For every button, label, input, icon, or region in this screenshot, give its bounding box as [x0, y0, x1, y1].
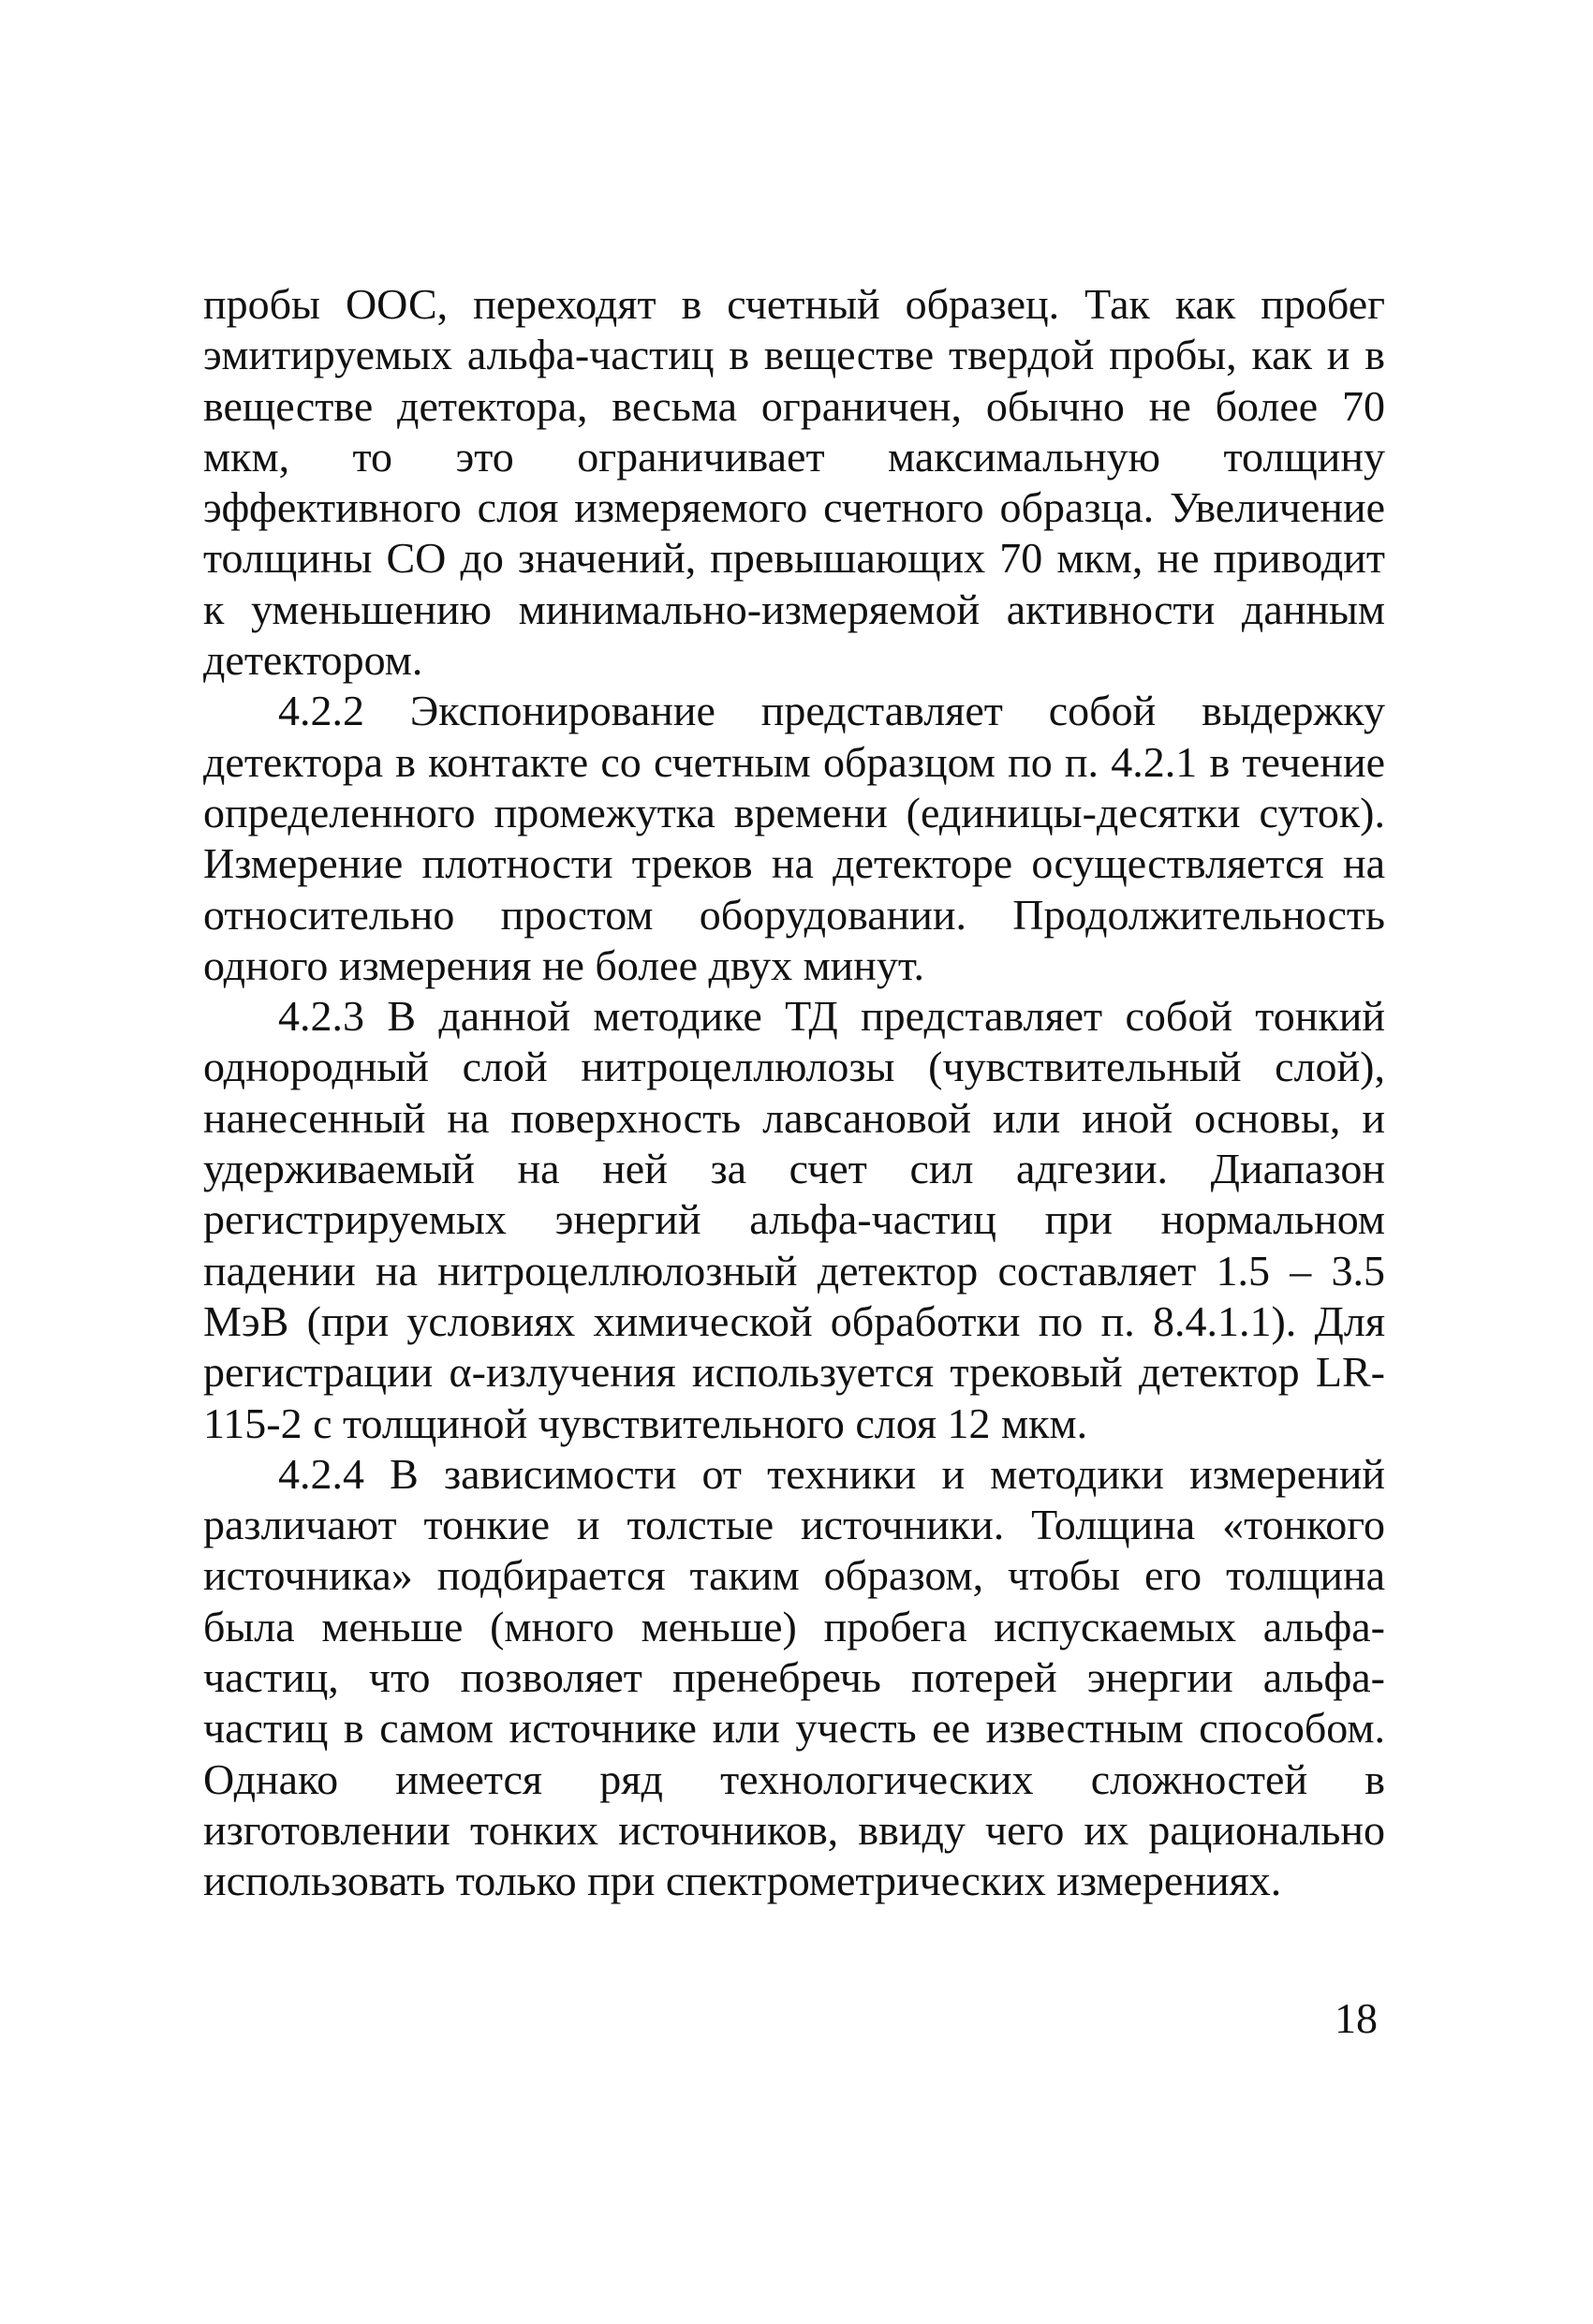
page-number: 18 [1335, 1994, 1378, 2042]
document-body [203, 279, 1385, 1907]
paragraph-4-2-3: 4.2.3 В данной методике ТД представляет собой тонкий однородный слой нитроцеллюлозы (чувствительный слой), нанесенный на поверхность лавсановой или иной основы, и удерживаемый на ней за счет сил адгезии. Диапазон регистрируемых энергий альфа-частиц при нормальном падении на нитроцеллюлозный детектор составляет 1.5 – 3.5 МэВ (при условиях химической обработки по п. 8.4.1.1). Для регистрации α-излучения используется трековый детектор LR-115-2 с толщиной чувствительного слоя 12 мкм. [203, 992, 1385, 1447]
paragraph-continuation: пробы ООС, переходят в счетный образец. Так как пробег эмитируемых альфа-частиц в веществе твердой пробы, как и в веществе детектора, весьма ограничен, обычно не более 70 мкм, то это ограничивает максимальную толщину эффективного слоя измеряемого счетного образца. Увеличение толщины СО до значений, превышающих 70 мкм, не приводит к уменьшению минимально-измеряемой активности данным детектором. [203, 280, 1385, 685]
paragraph-4-2-4: 4.2.4 В зависимости от техники и методики измерений различают тонкие и толстые источники. Толщина «тонкого источника» подбирается таким образом, чтобы его толщина была меньше (много меньше) пробега испускаемых альфа-частиц, что позволяет пренебречь потерей энергии альфа-частиц в самом источнике или учесть ее известным способом. Однако имеется ряд технологических сложностей в изготовлении тонких источников, ввиду чего их рационально использовать только при спектрометрических измерениях. [203, 1449, 1385, 1905]
paragraph-4-2-2: 4.2.2 Экспонирование представляет собой выдержку детектора в контакте со счетным образцом по п. 4.2.1 в течение определенного промежутка времени (единицы-десятки суток). Измерение плотности треков на детекторе осуществляется на относительно простом оборудовании. Продолжительность одного измерения не более двух минут. [203, 687, 1385, 989]
